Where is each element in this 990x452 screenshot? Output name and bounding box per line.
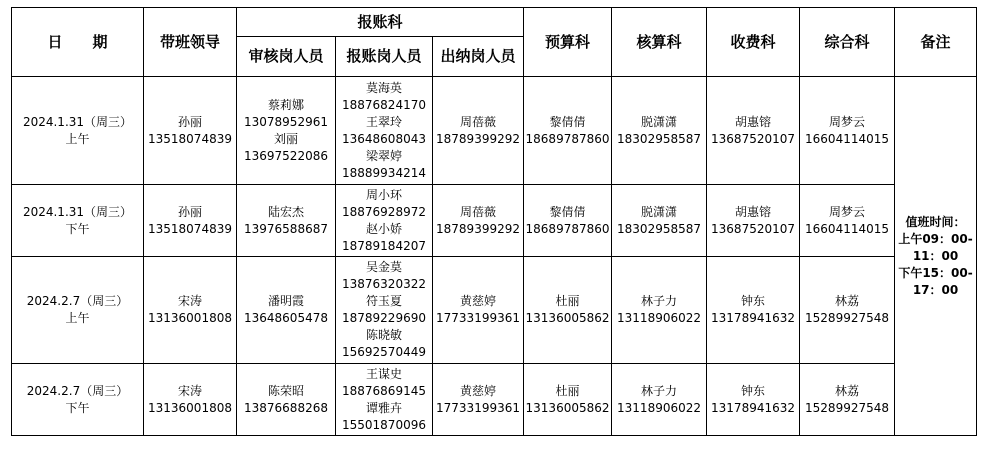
date-text: 2024.2.7（周三） bbox=[26, 383, 129, 398]
date-cell bbox=[12, 364, 144, 436]
audit-phone: 13976588687 bbox=[244, 221, 328, 236]
header-cashier-staff: 出纳岗人员 bbox=[433, 37, 524, 77]
audit-cell bbox=[237, 185, 336, 257]
cashier-phone: 18789399292 bbox=[436, 131, 520, 146]
header-general: 综合科 bbox=[800, 8, 895, 77]
fees-name: 钟东 bbox=[741, 383, 766, 398]
reimburse-cell bbox=[336, 77, 433, 185]
accounting-cell bbox=[612, 185, 707, 257]
audit-name: 陈荣昭 bbox=[267, 383, 304, 398]
audit-phone: 13697522086 bbox=[244, 148, 328, 163]
reimburse-phone: 13648608043 bbox=[342, 131, 426, 146]
general-phone: 15289927548 bbox=[805, 311, 890, 325]
table-row bbox=[12, 364, 977, 436]
general-name: 林荔 bbox=[835, 383, 860, 398]
reimburse-phone: 18789229690 bbox=[342, 311, 426, 325]
remarks-line: 值班时间： bbox=[905, 214, 966, 229]
period-text: 下午 bbox=[65, 400, 90, 415]
accounting-phone: 18302958587 bbox=[617, 131, 702, 146]
remarks-line: 17：00 bbox=[912, 282, 959, 297]
reimburse-name: 莫海英 bbox=[365, 80, 402, 95]
remarks-line: 11：00 bbox=[912, 248, 959, 263]
general-name: 周梦云 bbox=[829, 204, 866, 219]
leader-cell bbox=[144, 77, 237, 185]
audit-name: 蔡莉娜 bbox=[267, 97, 304, 112]
fees-cell bbox=[707, 185, 800, 257]
reimburse-name: 陈晓敏 bbox=[365, 328, 402, 342]
fees-phone: 13687520107 bbox=[711, 131, 796, 146]
header-budget: 预算科 bbox=[524, 8, 612, 77]
cashier-cell bbox=[433, 185, 524, 257]
reimburse-phone: 18876824170 bbox=[342, 97, 426, 112]
reimburse-phone: 13876320322 bbox=[342, 277, 426, 291]
fees-cell bbox=[707, 364, 800, 436]
leader-cell bbox=[144, 364, 237, 436]
leader-name: 宋涛 bbox=[177, 383, 202, 398]
audit-cell bbox=[237, 364, 336, 436]
budget-phone: 13136005862 bbox=[525, 400, 610, 415]
accounting-cell bbox=[612, 77, 707, 185]
leader-phone: 13518074839 bbox=[148, 131, 232, 146]
leader-phone: 13136001808 bbox=[148, 400, 232, 415]
reimburse-phone: 18876869145 bbox=[342, 383, 426, 398]
fees-name: 胡惠镕 bbox=[735, 204, 772, 219]
reimburse-cell bbox=[336, 185, 433, 257]
general-name: 周梦云 bbox=[829, 114, 866, 129]
header-reimburse-section: 报账科 bbox=[237, 8, 524, 37]
cashier-phone: 17733199361 bbox=[436, 400, 520, 415]
accounting-phone: 18302958587 bbox=[617, 221, 702, 236]
date-text: 2024.1.31（周三） bbox=[22, 204, 133, 219]
cashier-cell bbox=[433, 257, 524, 364]
budget-name: 杜丽 bbox=[555, 294, 580, 308]
budget-name: 黎倩倩 bbox=[549, 204, 586, 219]
date-text: 2024.2.7（周三） bbox=[26, 294, 129, 308]
audit-name: 陆宏杰 bbox=[267, 204, 304, 219]
accounting-name: 脱潇潇 bbox=[641, 114, 678, 129]
reimburse-phone: 15692570449 bbox=[342, 345, 426, 359]
table-row bbox=[12, 77, 977, 185]
general-cell bbox=[800, 77, 895, 185]
fees-cell bbox=[707, 257, 800, 364]
reimburse-name: 周小环 bbox=[365, 187, 402, 202]
budget-name: 黎倩倩 bbox=[549, 114, 586, 129]
header-remarks: 备注 bbox=[895, 8, 977, 77]
budget-cell bbox=[524, 257, 612, 364]
cashier-name: 黄慈婷 bbox=[460, 383, 497, 398]
fees-name: 胡惠镕 bbox=[735, 114, 772, 129]
fees-name: 钟东 bbox=[741, 294, 766, 308]
accounting-cell bbox=[612, 364, 707, 436]
header-reimburse-staff: 报账岗人员 bbox=[336, 37, 433, 77]
accounting-cell bbox=[612, 257, 707, 364]
accounting-phone: 13118906022 bbox=[617, 400, 702, 415]
accounting-name: 林子力 bbox=[641, 383, 678, 398]
budget-phone: 13136005862 bbox=[525, 311, 610, 325]
header-row-top bbox=[12, 8, 977, 37]
cashier-cell bbox=[433, 77, 524, 185]
cashier-name: 周蓓薇 bbox=[460, 204, 497, 219]
general-phone: 15289927548 bbox=[805, 400, 890, 415]
reimburse-name: 王谋史 bbox=[365, 366, 402, 381]
reimburse-name: 王翠玲 bbox=[365, 114, 402, 129]
audit-name: 潘明霞 bbox=[267, 294, 304, 308]
general-name: 林荔 bbox=[835, 294, 860, 308]
general-phone: 16604114015 bbox=[805, 131, 890, 146]
audit-phone: 13648605478 bbox=[244, 311, 328, 325]
leader-name: 宋涛 bbox=[177, 294, 202, 308]
fees-phone: 13687520107 bbox=[711, 221, 796, 236]
audit-phone: 13078952961 bbox=[244, 114, 328, 129]
leader-phone: 13518074839 bbox=[148, 221, 232, 236]
fees-phone: 13178941632 bbox=[711, 400, 796, 415]
table-row bbox=[12, 185, 977, 257]
general-cell bbox=[800, 257, 895, 364]
general-phone: 16604114015 bbox=[805, 221, 890, 236]
date-text: 2024.1.31（周三） bbox=[22, 114, 133, 129]
date-cell bbox=[12, 257, 144, 364]
reimburse-name: 吴金莫 bbox=[365, 260, 402, 274]
header-date: 日 期 bbox=[12, 8, 144, 77]
leader-name: 孙丽 bbox=[177, 204, 202, 219]
cashier-phone: 18789399292 bbox=[436, 221, 520, 236]
leader-name: 孙丽 bbox=[177, 114, 202, 129]
accounting-name: 林子力 bbox=[641, 294, 678, 308]
header-accounting: 核算科 bbox=[612, 8, 707, 77]
audit-cell bbox=[237, 77, 336, 185]
budget-cell bbox=[524, 185, 612, 257]
fees-phone: 13178941632 bbox=[711, 311, 796, 325]
reimburse-name: 赵小娇 bbox=[365, 221, 402, 236]
reimburse-name: 谭雅卉 bbox=[365, 400, 402, 415]
remarks-line: 上午09：00- bbox=[898, 231, 973, 246]
cashier-name: 周蓓薇 bbox=[460, 114, 497, 129]
header-leader: 带班领导 bbox=[144, 8, 237, 77]
cashier-phone: 17733199361 bbox=[436, 311, 520, 325]
budget-name: 杜丽 bbox=[555, 383, 580, 398]
date-cell bbox=[12, 185, 144, 257]
budget-phone: 18689787860 bbox=[525, 221, 610, 236]
date-cell bbox=[12, 77, 144, 185]
audit-name: 刘丽 bbox=[273, 131, 298, 146]
reimburse-phone: 18789184207 bbox=[342, 238, 426, 253]
reimburse-phone: 18889934214 bbox=[342, 165, 426, 180]
general-cell bbox=[800, 364, 895, 436]
budget-cell bbox=[524, 77, 612, 185]
audit-phone: 13876688268 bbox=[244, 400, 328, 415]
reimburse-phone: 18876928972 bbox=[342, 204, 426, 219]
period-text: 下午 bbox=[65, 221, 90, 236]
header-audit-staff: 审核岗人员 bbox=[237, 37, 336, 77]
reimburse-phone: 15501870096 bbox=[342, 417, 426, 432]
remarks-cell bbox=[895, 77, 977, 436]
budget-phone: 18689787860 bbox=[525, 131, 610, 146]
period-text: 上午 bbox=[65, 311, 90, 325]
accounting-phone: 13118906022 bbox=[617, 311, 702, 325]
duty-roster-table bbox=[11, 7, 977, 436]
audit-cell bbox=[237, 257, 336, 364]
general-cell bbox=[800, 185, 895, 257]
reimburse-name: 梁翠婷 bbox=[365, 148, 402, 163]
reimburse-cell bbox=[336, 257, 433, 364]
leader-cell bbox=[144, 185, 237, 257]
leader-phone: 13136001808 bbox=[148, 311, 232, 325]
period-text: 上午 bbox=[65, 131, 90, 146]
remarks-line: 下午15：00- bbox=[898, 265, 973, 280]
accounting-name: 脱潇潇 bbox=[641, 204, 678, 219]
leader-cell bbox=[144, 257, 237, 364]
cashier-name: 黄慈婷 bbox=[460, 294, 497, 308]
table-row bbox=[12, 257, 977, 364]
budget-cell bbox=[524, 364, 612, 436]
header-fees: 收费科 bbox=[707, 8, 800, 77]
fees-cell bbox=[707, 77, 800, 185]
cashier-cell bbox=[433, 364, 524, 436]
reimburse-cell bbox=[336, 364, 433, 436]
reimburse-name: 符玉夏 bbox=[365, 294, 402, 308]
